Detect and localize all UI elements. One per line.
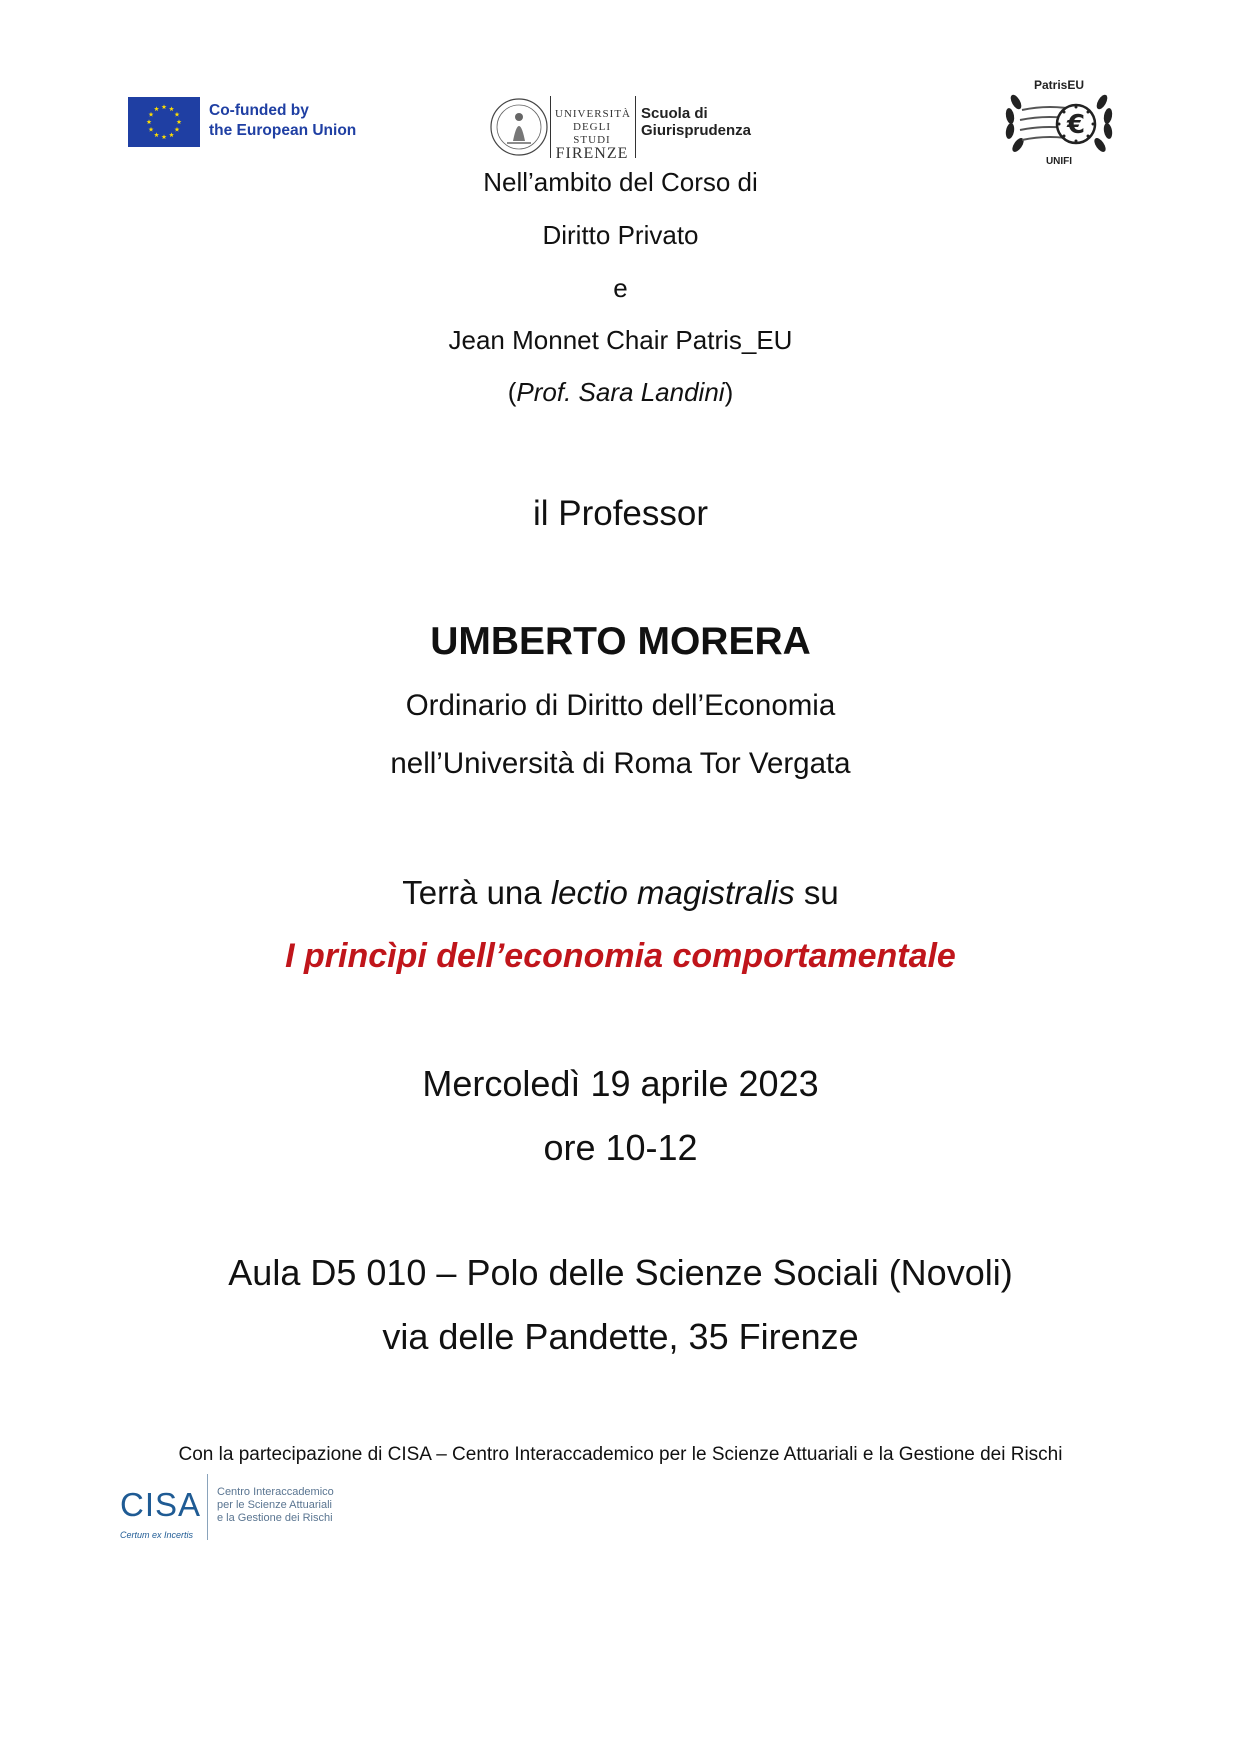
eu-cofunded-logo — [128, 97, 378, 151]
cisa-wordmark: CISA — [120, 1486, 202, 1523]
eu-star-icon — [177, 119, 182, 124]
eu-flag-icon — [128, 97, 200, 147]
intro-line-1: Nell’ambito del Corso di — [483, 167, 758, 197]
lecture-intro — [0, 874, 1241, 912]
intro-line-4: Jean Monnet Chair Patris_EU — [448, 325, 793, 355]
eu-star-icon — [162, 134, 167, 139]
unifi-line-3: FIRENZE — [555, 145, 629, 162]
eu-star-icon — [175, 112, 180, 117]
speaker-name: UMBERTO MORERA — [430, 620, 811, 663]
cisa-logo — [118, 1474, 358, 1546]
school-line-1: Scuola di — [641, 105, 708, 122]
cisa-desc-1: Centro Interaccademico — [217, 1486, 334, 1498]
intro-prof-line — [0, 377, 1241, 408]
eu-star-icon — [154, 106, 159, 111]
patriseu-logo — [1000, 76, 1118, 168]
eu-star-icon — [169, 106, 174, 111]
svg-text:€: € — [1066, 110, 1086, 140]
eu-star-icon — [169, 132, 174, 137]
eu-star-icon — [147, 119, 152, 124]
eu-star-icon — [149, 127, 154, 132]
laurel-euro-icon — [1000, 76, 1118, 168]
event-room: Aula D5 010 – Polo delle Scienze Sociali (Novoli) — [228, 1252, 1013, 1293]
school-line-2: Giurisprudenza — [641, 122, 752, 139]
lecture-italic: lectio magistralis — [550, 874, 795, 911]
speaker-role-1: Ordinario di Diritto dell’Economia — [405, 689, 836, 722]
eu-line-1: Co-funded by — [209, 102, 309, 119]
eu-star-icon — [175, 127, 180, 132]
event-address: via delle Pandette, 35 Firenze — [382, 1316, 859, 1357]
lecture-pre: Terrà una — [402, 874, 551, 911]
event-time: ore 10-12 — [543, 1127, 698, 1168]
participation-note: Con la partecipazione di CISA – Centro Interaccademico per le Scienze Attuariali e la Gestione dei Rischi — [178, 1444, 1063, 1465]
unifi-line-1: UNIVERSITÀ — [555, 108, 631, 120]
lecture-post: su — [794, 874, 839, 911]
eu-logo-text — [209, 101, 356, 141]
prof-open-paren: ( — [507, 377, 517, 407]
cisa-motto: Certum ex Incertis — [120, 1530, 194, 1540]
eu-line-2: the European Union — [209, 122, 357, 139]
school-name — [641, 105, 751, 139]
eu-star-icon — [162, 104, 167, 109]
speaker-role-2: nell’Università di Roma Tor Vergata — [390, 747, 851, 780]
patris-top-label: PatrisEU — [1033, 78, 1085, 92]
eu-star-icon — [149, 112, 154, 117]
event-date: Mercoledì 19 aprile 2023 — [422, 1063, 819, 1104]
intro-line-2: Diritto Privato — [542, 220, 699, 250]
unifi-school-logo — [489, 94, 779, 160]
prof-close-paren: ) — [724, 377, 734, 407]
unifi-name — [555, 108, 629, 160]
cisa-desc-2: per le Scienze Attuariali — [217, 1499, 332, 1511]
eu-star-icon — [154, 132, 159, 137]
cisa-description — [217, 1486, 334, 1525]
intro-line-3: e — [613, 273, 628, 303]
prof-name: Prof. Sara Landini — [516, 377, 725, 407]
cisa-desc-3: e la Gestione dei Rischi — [217, 1512, 333, 1524]
unifi-seal-icon — [489, 97, 549, 157]
lecture-title: I princìpi dell’economia comportamentale — [285, 937, 956, 975]
speaker-label: il Professor — [532, 494, 709, 533]
patris-bottom-label: UNIFI — [1045, 156, 1073, 167]
unifi-line-2: DEGLI STUDI — [573, 121, 611, 146]
